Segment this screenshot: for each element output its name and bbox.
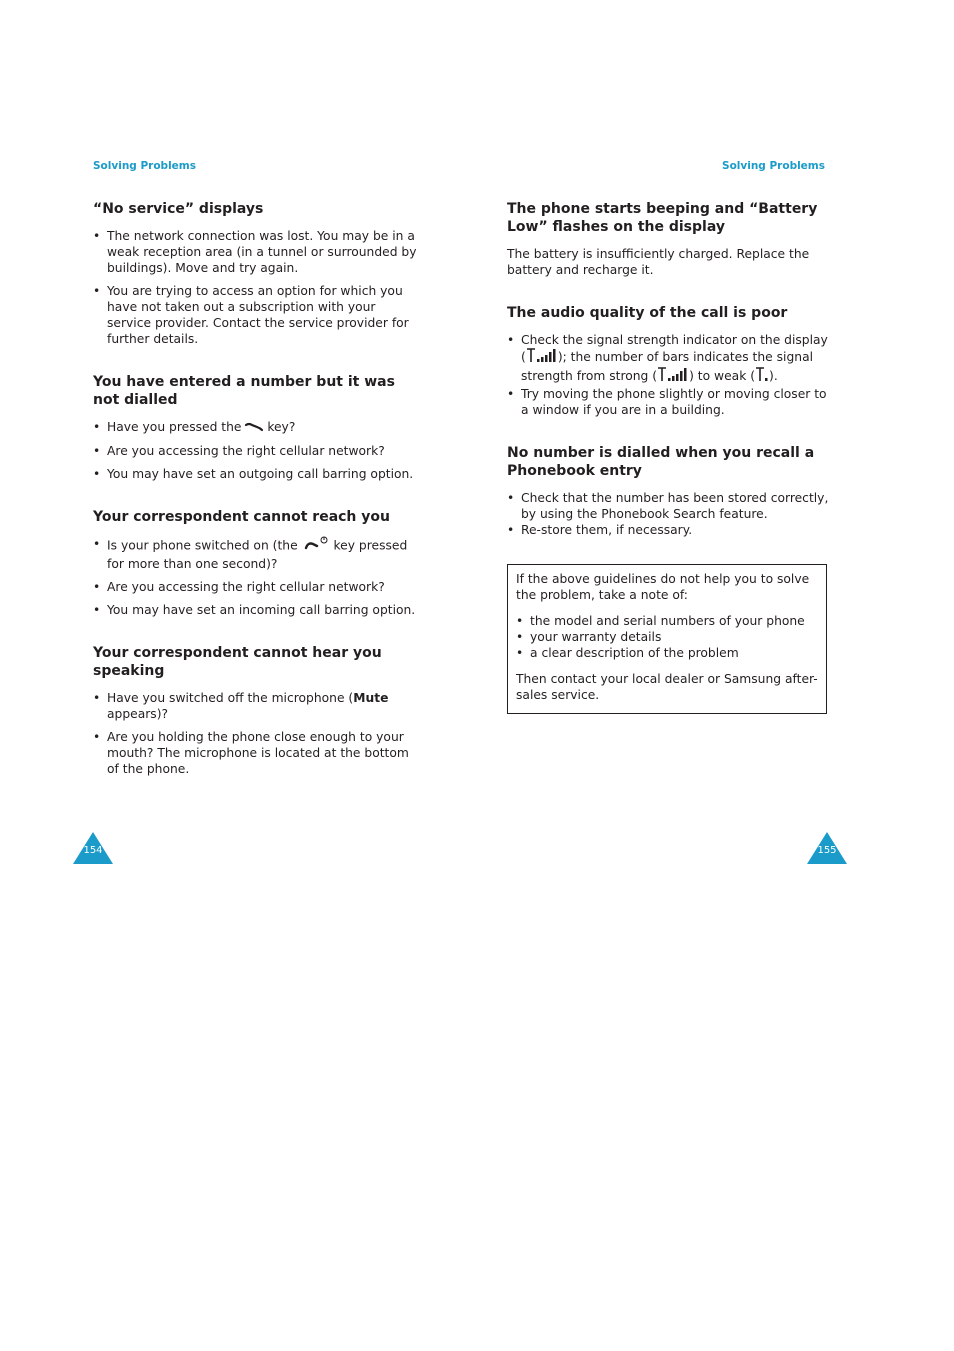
section-cannot-hear	[93, 644, 423, 777]
item-text: Is your phone switched on (the	[107, 538, 298, 552]
list-item: • Are you accessing the right cellular network?	[93, 443, 423, 459]
list-item: • the model and serial numbers of your phone	[516, 613, 818, 629]
bullet-list	[93, 419, 423, 482]
bullet-list	[507, 332, 829, 418]
section-phonebook	[507, 444, 829, 538]
section-title: “No service” displays	[93, 201, 264, 217]
list-item: • The network connection was lost. You may be in a weak reception area (in a tunnel or surrounded by buildings). Move and try again.	[93, 228, 423, 276]
item-text: ); the number of bars indicates the signal strength from strong (	[521, 350, 814, 383]
left-column	[93, 200, 423, 803]
list-item: • your warranty details	[516, 629, 818, 645]
note-outro: Then contact your local dealer or Samsung after-sales service.	[516, 672, 818, 702]
right-column	[507, 200, 829, 714]
list-item	[507, 332, 829, 386]
item-text: Check the signal strength indicator on the display (	[521, 333, 828, 364]
section-title: Your correspondent cannot reach you	[93, 508, 390, 525]
list-item: • You may have set an outgoing call barring option.	[93, 466, 423, 482]
list-item: • Check that the number has been stored correctly, by using the Phonebook Search feature.	[507, 490, 829, 522]
section-title: No number is dialled when you recall a Phonebook entry	[507, 445, 815, 479]
page-number-right	[807, 832, 847, 864]
send-key-icon	[245, 420, 263, 436]
signal-strength-icon	[526, 348, 558, 367]
section-not-dialled	[93, 373, 423, 482]
section-no-service	[93, 200, 423, 347]
section-text: The battery is insufficiently charged. Replace the battery and recharge it.	[507, 247, 810, 277]
item-text: ) to weak (	[689, 369, 756, 383]
note-box	[507, 564, 827, 714]
bullet-list	[93, 228, 423, 347]
list-item: • You are trying to access an option for which you have not taken out a subscription with your service provider. Contact the service provider for further details.	[93, 283, 423, 347]
section-cannot-reach	[93, 508, 423, 618]
bullet-list	[93, 536, 423, 618]
section-title: You have entered a number but it was not dialled	[93, 374, 395, 408]
signal-strength-icon	[657, 367, 689, 386]
section-title: The phone starts beeping and “Battery Low” flashes on the display	[507, 201, 818, 235]
item-text: ).	[769, 369, 778, 383]
running-head-left: Solving Problems	[93, 160, 196, 172]
item-text: key?	[267, 420, 296, 434]
list-item: • Try moving the phone slightly or moving closer to a window if you are in a building.	[507, 386, 829, 418]
item-text: appears)?	[107, 706, 169, 721]
note-intro: If the above guidelines do not help you to solve the problem, take a note of:	[516, 572, 810, 602]
section-battery-low	[507, 200, 829, 278]
mute-label: Mute	[353, 690, 389, 705]
list-item	[93, 690, 423, 722]
signal-strength-icon	[755, 367, 769, 386]
section-title: The audio quality of the call is poor	[507, 305, 788, 321]
list-item: • Are you accessing the right cellular network?	[93, 579, 423, 595]
item-text: Have you switched off the microphone (	[107, 690, 354, 705]
item-text: Have you pressed the	[107, 420, 242, 434]
bullet-list	[516, 613, 818, 661]
item-text: key pressed for more than one second)?	[107, 538, 408, 571]
bullet-list	[93, 690, 423, 777]
list-item: • Re-store them, if necessary.	[507, 522, 829, 538]
page-number-left	[73, 832, 113, 864]
list-item: • a clear description of the problem	[516, 645, 818, 661]
list-item	[93, 419, 423, 436]
section-title: Your correspondent cannot hear you speaking	[93, 644, 382, 679]
list-item: • Are you holding the phone close enough to your mouth? The microphone is located at the bottom of the phone.	[93, 729, 423, 777]
list-item: • You may have set an incoming call barring option.	[93, 602, 423, 618]
list-item	[93, 536, 423, 572]
bullet-list	[507, 490, 829, 538]
page-number-text: 155	[817, 845, 837, 856]
power-key-icon	[302, 536, 330, 556]
section-audio-quality	[507, 304, 829, 418]
running-head-right: Solving Problems	[722, 160, 825, 172]
page-number-text: 154	[83, 845, 103, 856]
